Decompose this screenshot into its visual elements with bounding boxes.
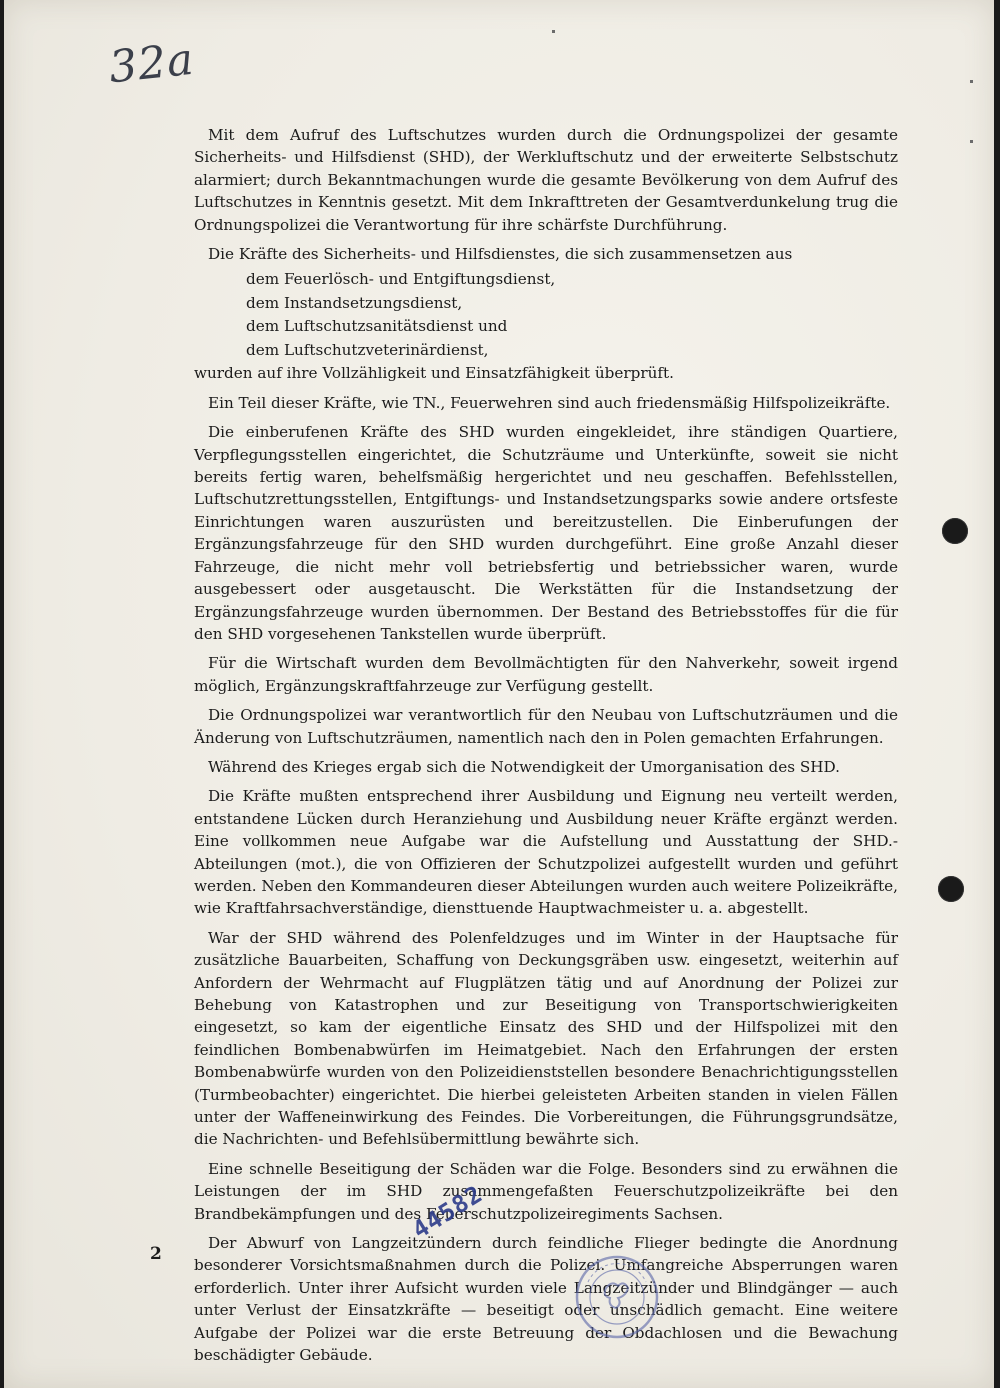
paragraph: wurden auf ihre Vollzähligkeit und Einsatzfähigkeit überprüft.	[194, 364, 674, 383]
list-item: dem Luftschutzveterinärdienst,	[246, 340, 489, 359]
edge-speck	[970, 80, 973, 83]
paragraph: Während des Krieges ergab sich die Notwendigkeit der Umorganisation des SHD.	[208, 757, 840, 776]
punch-hole	[938, 876, 964, 902]
paragraph: Die einberufenen Kräfte des SHD wurden eingekleidet, ihre ständigen Quartiere, Verpflegungsstellen eingerichtet, die Schutzräume und Unterkünfte, soweit sie nicht bereits fertig waren, behelfsmäßig hergerichtet und neu geschaffen. Befehlsstellen, Luftschutzrettungsstellen, Entgiftungs- und Instandsetzungsparks sowie andere ortsfeste Einrichtungen waren auszurüsten und bereitzustellen. Die Einberufungen der Ergänzungsfahrzeuge für den SHD wurden durchgeführt. Eine große Anzahl dieser Fahrzeuge, die nicht mehr voll betriebsfertig und betriebssicher waren, wurde ausgebessert oder ausgetauscht. Die Werkstätten für die Instandsetzung der Ergänzungsfahrzeuge wurden übernommen. Der Bestand des Betriebsstoffes für die für den SHD vorgesehenen Tankstellen wurde überprüft.	[194, 423, 898, 643]
paragraph: Für die Wirtschaft wurden dem Bevollmächtigten für den Nahverkehr, soweit irgend möglich, Ergänzungskraftfahrzeuge zur Verfügung gestellt.	[194, 654, 898, 695]
list-item: dem Instandsetzungsdienst,	[246, 293, 463, 312]
round-seal-stamp-icon	[572, 1252, 662, 1342]
list-item: dem Feuerlösch- und Entgiftungsdienst,	[246, 270, 556, 289]
paragraph: Die Kräfte mußten entsprechend ihrer Ausbildung und Eignung neu verteilt werden, entstandene Lücken durch Heranziehung und Ausbildung neuer Kräfte ergänzt werden. Eine vollkommen neue Aufgabe war die Aufstellung und Ausstattung der SHD.-Abteilungen (mot.), die von Offizieren der Schutzpolizei aufgestellt wurden und geführt werden. Neben den Kommandeuren dieser Abteilungen wurden auch weitere Polizeikräfte, wie Kraftfahrsachverständige, diensttuende Hauptwachmeister u. a. abgestellt.	[194, 787, 898, 918]
document-page	[4, 0, 994, 1388]
list-item: dem Luftschutzsanitätsdienst und	[246, 317, 508, 336]
edge-speck	[552, 30, 555, 33]
handwritten-page-mark: 32a	[106, 33, 197, 94]
paragraph: Die Ordnungspolizei war verantwortlich für den Neubau von Luftschutzräumen und die Änderung von Luftschutzräumen, namentlich nach den in Polen gemachten Erfahrungen.	[194, 706, 898, 747]
punch-hole	[942, 518, 968, 544]
service-list	[194, 268, 898, 362]
document-body	[194, 124, 898, 1374]
archive-number-stamp: 44582	[407, 1179, 488, 1245]
paragraph: Der Abwurf von Langzeitzündern durch feindliche Flieger bedingte die Anordnung besonderer Vorsichtsmaßnahmen durch die Polizei. Umfangreiche Absperrungen waren erforderlich. Unter ihrer Aufsicht wurden viele Langzeitzünder und Blindgänger — auch unter Verlust der Einsatzkräfte — beseitigt oder unschädlich gemacht. Eine weitere Aufgabe der Polizei war die erste Betreuung der Obdachlosen und die Bewachung beschädigter Gebäude.	[194, 1234, 898, 1365]
page-number: 2	[150, 1244, 162, 1264]
paragraph: Die Kräfte des Sicherheits- und Hilfsdienstes, die sich zusammensetzen aus	[208, 245, 793, 264]
edge-speck	[970, 140, 973, 143]
paragraph: Ein Teil dieser Kräfte, wie TN., Feuerwehren sind auch friedensmäßig Hilfspolizeikräfte.	[208, 393, 891, 412]
paragraph: Mit dem Aufruf des Luftschutzes wurden durch die Ordnungspolizei der gesamte Sicherheits- und Hilfsdienst (SHD), der Werkluftschutz und der erweiterte Selbstschutz alarmiert; durch Bekanntmachungen wurde die gesamte Bevölkerung von dem Aufruf des Luftschutzes in Kenntnis gesetzt. Mit dem Inkrafttreten der Gesamtverdunkelung trug die Ordnungspolizei die Verantwortung für ihre schärfste Durchführung.	[194, 126, 898, 234]
paragraph: Eine schnelle Beseitigung der Schäden war die Folge. Besonders sind zu erwähnen die Leistungen der im SHD zusammengefaßten Feuerschutzpolizeikräfte bei den Brandbekämpfungen und des Feuerschutzpolizeiregiments Sachsen.	[194, 1159, 898, 1223]
paragraph: War der SHD während des Polenfeldzuges und im Winter in der Hauptsache für zusätzliche Bauarbeiten, Schaffung von Deckungsgräben usw. eingesetzt, weiterhin auf Anfordern der Wehrmacht auf Flugplätzen tätig und auf Anordnung der Polizei zur Behebung von Katastrophen und zur Beseitigung von Transportschwierigkeiten eingesetzt, so kam der eigentliche Einsatz des SHD und der Hilfspolizei mit den feindlichen Bombenabwürfen im Heimatgebiet. Nach den Erfahrungen der ersten Bombenabwürfe wurden von den Polizeidienststellen besondere Benachrichtigungsstellen (Turmbeobachter) eingerichtet. Die hierbei geleisteten Arbeiten standen in vielen Fällen unter der Waffeneinwirkung des Feindes. Die Vorbereitungen, die Führungsgrundsätze, die Nachrichten- und Befehlsübermittlung bewährte sich.	[194, 928, 898, 1149]
